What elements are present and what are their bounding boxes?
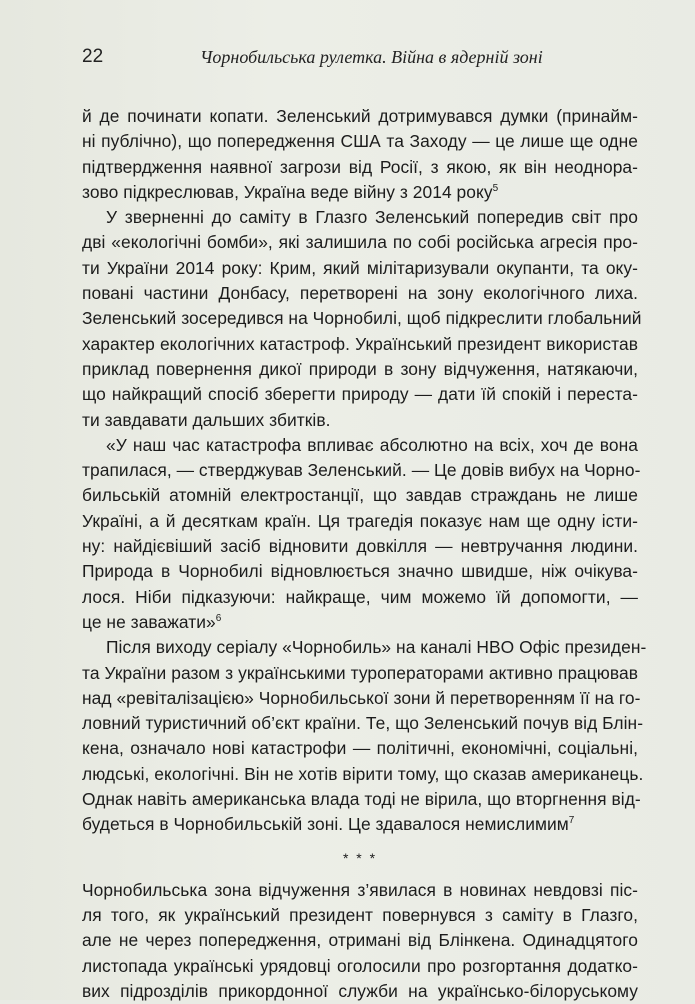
line-text: це не заважати» — [82, 611, 216, 632]
line-text: будеться в Чорнобильській зоні. Це здавалося немислимим — [82, 814, 569, 835]
text-line: але не через попередження, отримані від Блінкена. Одинадцятого — [82, 930, 638, 951]
text-line: Природа в Чорнобилі відновлюється значно швидше, ніж очікува- — [82, 561, 638, 582]
line-text: зово підкреслював, Україна веде війну з 2014 року — [82, 181, 493, 202]
page-header — [82, 46, 655, 74]
text-line: ну: найдієвіший засіб відновити довкілля — невтручання людини. — [82, 536, 638, 557]
body-text — [82, 104, 647, 1004]
text-line — [82, 610, 638, 635]
text-line: приклад повернення дикої природи в зону відчуження, натякаючи, — [82, 358, 638, 379]
text-line: «У наш час катастрофа впливає абсолютно на всіх, хоч де вона — [106, 434, 638, 455]
text-line: вих підрозділів прикордонної служби на українсько-білоруському — [82, 980, 638, 1001]
paragraph — [82, 433, 641, 635]
text-line: й де починати копати. Зеленський дотримувався думки (принайм- — [82, 106, 638, 126]
text-line: Однак навіть американська влада тоді не вірила, що вторгнення від- — [82, 789, 641, 810]
text-line: ти України 2014 року: Крим, який мілітаризували окупанти, та оку- — [82, 257, 638, 278]
footnote-ref: 6 — [215, 613, 222, 625]
text-line: ти завдавати дальших збитків. — [82, 409, 331, 430]
text-line: трапилася, — стверджував Зеленський. — Це довів вибух на Чорно- — [82, 460, 641, 481]
text-line: ля того, як український президент повернувся з саміту в Глазго, — [82, 904, 638, 925]
footnote-ref: 5 — [492, 183, 499, 195]
text-line: людські, екологічні. Він не хотів вірити тому, що сказав американець. — [82, 763, 644, 784]
text-line: ловний туристичний об’єкт країни. Те, що Зеленський почув від Блін- — [82, 713, 644, 734]
text-line: над «ревіталізацією» Чорнобильської зони й перетворенням її на го- — [82, 687, 641, 708]
page-number: 22 — [82, 46, 104, 67]
text-line — [82, 812, 638, 837]
paragraph — [82, 878, 638, 1004]
text-line — [82, 180, 638, 205]
text-line: та України разом з українськими туроператорами активно працював — [82, 662, 638, 683]
section-divider: * * * — [342, 849, 378, 866]
paragraph — [82, 205, 642, 433]
text-line: Зеленський зосередився на Чорнобилі, щоб підкреслити глобальний — [82, 308, 642, 329]
text-line: підтвердження наявної загрози від Росії, з якою, як він неоднора- — [82, 156, 638, 177]
text-line: бильській атомній електростанції, що завдав страждань не лише — [82, 485, 638, 506]
text-line: кена, означало нові катастрофи — політичні, економічні, соціальні, — [82, 738, 638, 759]
text-line: Україні, а й десяткам країн. Ця трагедія показує нам ще одну істи- — [82, 510, 638, 531]
text-line: що найкращий спосіб зберегти природу — дати їй спокій і переста- — [82, 384, 638, 405]
text-line: ні публічно), що попередження США та Заходу — це лише ще одне — [82, 131, 638, 152]
text-line: дві «екологічні бомби», які залишила по собі російська агресія про- — [82, 232, 638, 253]
text-line: Чорнобильська зона відчуження з’явилася в новинах невдовзі піс- — [82, 879, 638, 900]
text-line: Після виходу серіалу «Чорнобиль» на каналі HBO Офіс президен- — [106, 637, 647, 658]
text-line: повані частини Донбасу, перетворені на зону екологічного лиха. — [82, 283, 638, 304]
running-title: Чорнобильська рулетка. Війна в ядерній зоні — [200, 47, 543, 67]
text-line: У зверненні до саміту в Глазго Зеленський попередив світ про — [106, 207, 638, 228]
text-line: лося. Ніби підказуючи: найкраще, чим можемо їй допомогти, — — [82, 586, 638, 607]
paragraph — [82, 635, 647, 837]
text-line: листопада українські урядовці оголосили про розгортання додатко- — [82, 955, 638, 976]
footnote-ref: 7 — [568, 815, 575, 827]
paragraph — [82, 104, 638, 205]
text-line: характер екологічних катастроф. Український президент використав — [82, 333, 638, 354]
